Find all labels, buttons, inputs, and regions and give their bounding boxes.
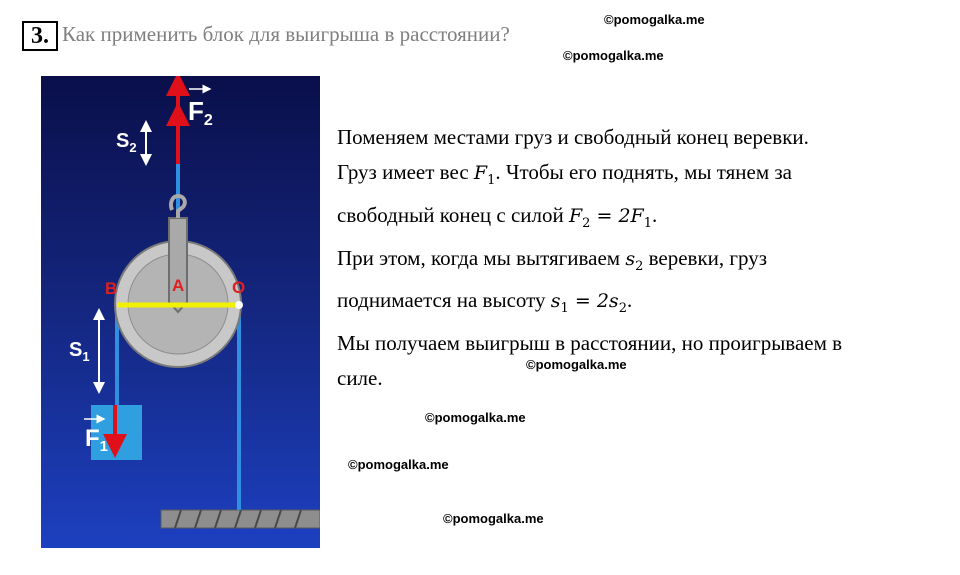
pulley-figure	[41, 76, 320, 548]
watermark: ©pomogalka.me	[348, 457, 449, 472]
point-o-dot	[235, 301, 243, 309]
task-number: 3.	[22, 21, 58, 51]
math-s1-eq: $s_1 = 2s_2$	[550, 290, 627, 317]
math-s2: $s_2$	[625, 247, 644, 274]
explanation-line: поднимается на высоту $s_1 = 2s_2$.	[337, 288, 633, 317]
watermark: ©pomogalka.me	[563, 48, 664, 63]
watermark: ©pomogalka.me	[425, 410, 526, 425]
explanation-line: Поменяем местами груз и свободный конец веревки.	[337, 125, 809, 149]
math-f1: $F_1$	[473, 162, 496, 188]
task-question: Как применить блок для выигрыша в расстоянии?	[62, 22, 510, 46]
explanation-line: При этом, когда мы вытягиваем $s_2$ веревки, груз	[337, 245, 768, 274]
label-point-b: B	[105, 279, 118, 298]
label-point-a: A	[172, 276, 185, 295]
explanation-text	[337, 120, 937, 396]
ground-platform	[161, 510, 320, 528]
watermark: ©pomogalka.me	[443, 511, 544, 526]
label-f2: F2	[188, 96, 213, 129]
watermark: ©pomogalka.me	[526, 357, 627, 372]
explanation-line: силе.	[337, 366, 383, 391]
label-f1: $F_1$	[85, 425, 109, 455]
label-s1: $S_1$	[69, 339, 90, 364]
watermark: ©pomogalka.me	[604, 12, 705, 27]
label-point-o: O	[232, 278, 246, 297]
explanation-line: Груз имеет вес $F_1$. Чтобы его поднять, мы тянем за	[337, 160, 793, 188]
math-f2-eq: $F_2 = 2F_1$	[568, 204, 653, 231]
label-s2: $S_2$	[116, 130, 137, 155]
explanation-line: Мы получаем выигрыш в расстоянии, но проигрываем в	[337, 331, 843, 356]
pulley-diagram	[41, 76, 320, 548]
explanation-line: свободный конец с силой $F_2 = 2F_1$.	[337, 202, 658, 231]
